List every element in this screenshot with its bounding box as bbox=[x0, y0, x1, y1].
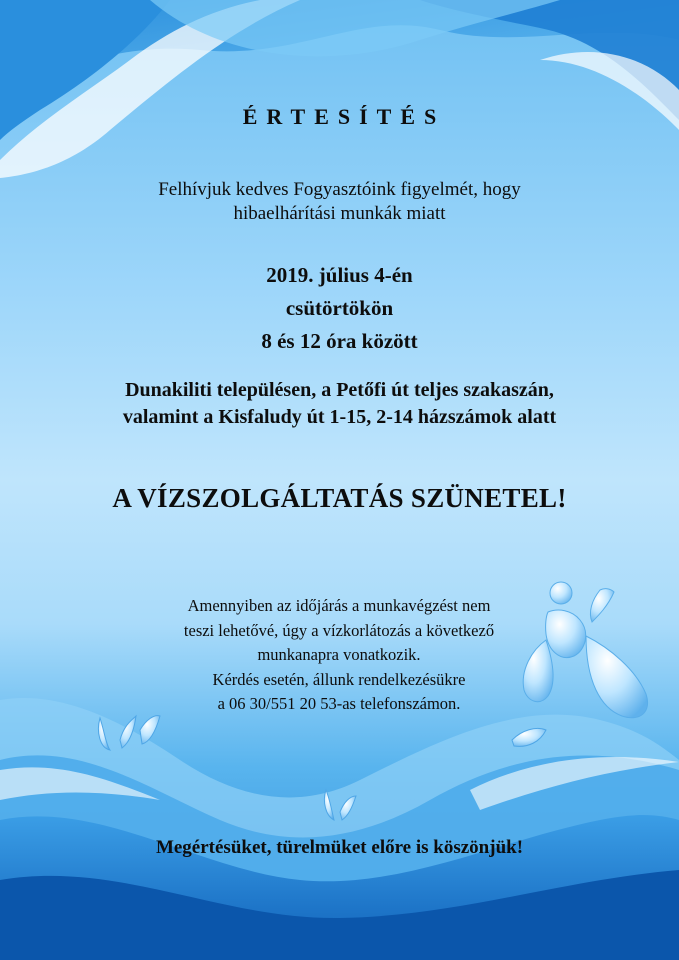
location-line: valamint a Kisfaludy út 1-15, 2-14 házszámok alatt bbox=[122, 406, 557, 428]
location-line: Dunakiliti településen, a Petőfi út teljes szakaszán, bbox=[125, 379, 554, 401]
time-range-line: 8 és 12 óra között bbox=[261, 329, 418, 353]
intro-line: Felhívjuk kedves Fogyasztóink figyelmét, hogy bbox=[158, 179, 521, 200]
weekday-line: csütörtökön bbox=[285, 296, 394, 320]
service-interruption-headline: A VÍZSZOLGÁLTATÁS SZÜNETEL! bbox=[112, 483, 567, 513]
location-block bbox=[0, 377, 679, 431]
closing-thanks: Megértésüket, türelmüket előre is köszönjük! bbox=[155, 837, 524, 858]
notice-line: munkanapra vonatkozik. bbox=[257, 645, 421, 664]
notice-line: teszi lehetővé, úgy a vízkorlátozás a következő bbox=[183, 620, 495, 640]
notice-line: Amennyiben az időjárás a munkavégzést nem bbox=[187, 596, 491, 615]
intro-text bbox=[0, 178, 679, 226]
intro-line: hibaelhárítási munkák miatt bbox=[233, 203, 446, 224]
weather-notice bbox=[124, 594, 554, 717]
notice-title: ÉRTESÍTÉS bbox=[242, 104, 446, 129]
phone-line: a 06 30/551 20 53-as telefonszámon. bbox=[217, 694, 461, 713]
date-line: 2019. július 4-én bbox=[266, 263, 413, 287]
notice-line: Kérdés esetén, állunk rendelkezésükre bbox=[212, 669, 466, 689]
date-time-block bbox=[0, 259, 679, 358]
